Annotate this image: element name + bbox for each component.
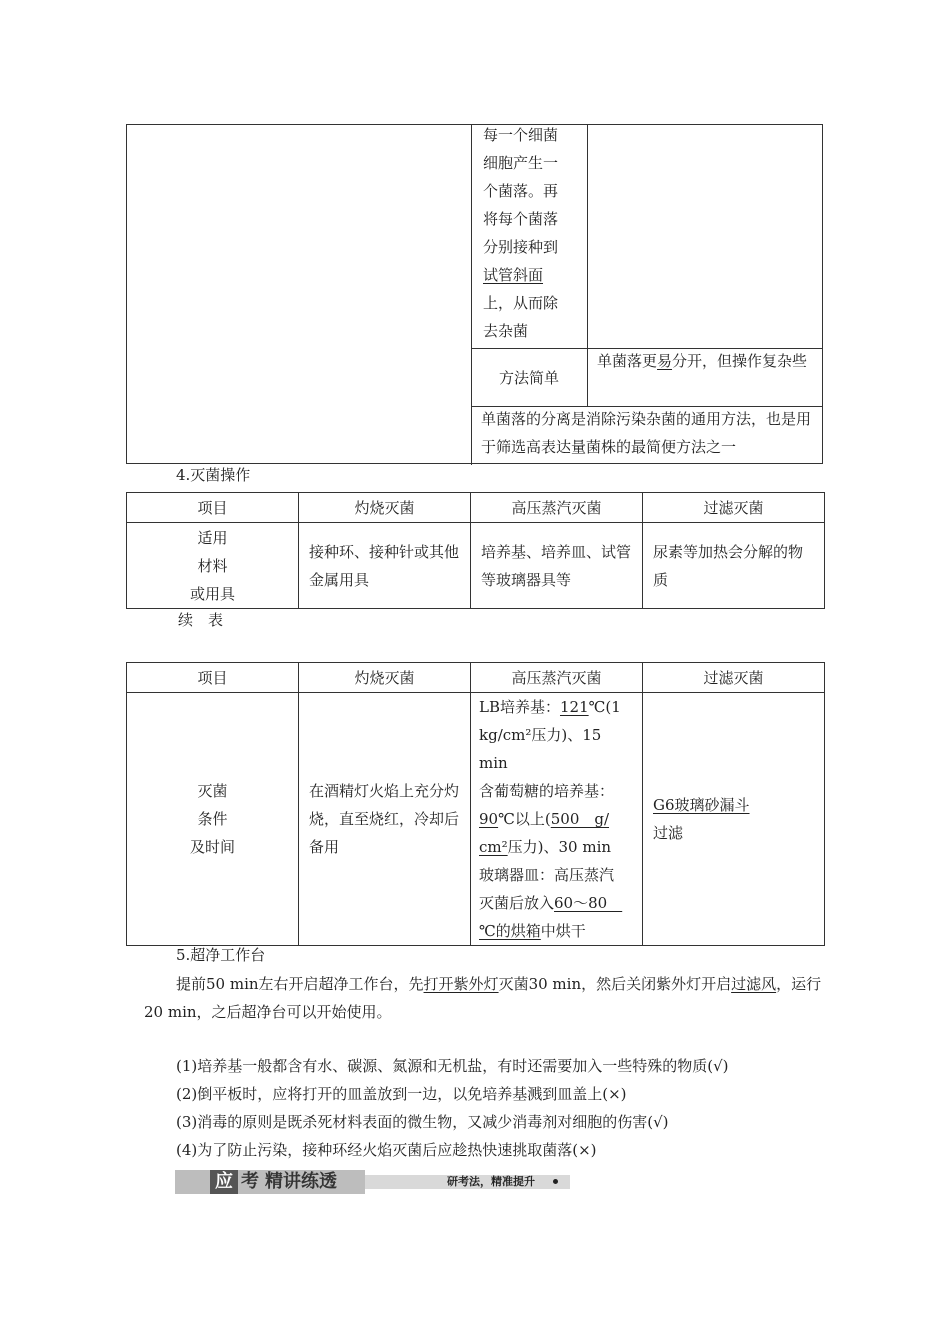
row-label-conditions: 灭菌 条件 及时间 — [127, 693, 299, 946]
sterilization-table-2 — [126, 662, 825, 946]
header-item: 项目 — [127, 663, 299, 693]
banner-subtitle: 研考法，精准提升 — [447, 1175, 535, 1188]
banner-title: 精讲练透 — [265, 1171, 337, 1192]
method-table — [126, 124, 823, 464]
section-4-title: 4.灭菌操作 — [176, 466, 251, 484]
section-5-title: 5.超净工作台 — [176, 946, 266, 964]
banner-dot — [553, 1179, 558, 1184]
method-note: 单菌落的分离是消除污染杂菌的通用方法，也是用于筛选高表达量菌株的最简便方法之一 — [481, 410, 812, 456]
filter-materials: 尿素等加热会分解的物质 — [643, 523, 825, 609]
table-divider — [471, 125, 472, 465]
method-description: 每一个细菌 细胞产生一 个菌落。再 将每个菌落 分别接种到 试管斜面 上，从而除 去杂菌 — [483, 126, 559, 340]
burn-materials: 接种环、接种针或其他金属用具 — [299, 523, 471, 609]
header-filter: 过滤灭菌 — [643, 493, 825, 523]
judgement-item: (4)为了防止污染，接种环经火焰灭菌后应趁热快速挑取菌落(×) — [176, 1141, 597, 1159]
judgement-item: (2)倒平板时，应将打开的皿盖放到一边，以免培养基溅到皿盖上(×) — [176, 1085, 627, 1103]
header-steam: 高压蒸汽灭菌 — [471, 663, 643, 693]
burn-conditions: 在酒精灯火焰上充分灼烧，直至烧红，冷却后备用 — [299, 693, 471, 946]
judgement-item: (1)培养基一般都含有水、碳源、氮源和无机盐，有时还需要加入一些特殊的物质(√) — [176, 1057, 729, 1075]
table-divider — [587, 125, 588, 407]
steam-materials: 培养基、培养皿、试管等玻璃器具等 — [471, 523, 643, 609]
banner-ying: 应 — [210, 1170, 238, 1194]
sterilization-table-1 — [126, 492, 825, 609]
method-simple-label: 方法简单 — [498, 369, 559, 387]
filter-conditions: G6玻璃砂漏斗 过滤 — [643, 693, 825, 946]
header-burn: 灼烧灭菌 — [299, 663, 471, 693]
continued-label: 续 表 — [178, 611, 224, 629]
header-item: 项目 — [127, 493, 299, 523]
row-label-materials: 适用 材料 或用具 — [127, 523, 299, 609]
section-5-paragraph: 提前50 min左右开启超净工作台，先打开紫外灯灭菌30 min，然后关闭紫外灯开启过滤风，运行20 min，之后超净台可以开始使用。 — [144, 975, 822, 1021]
banner-kao: 考 — [241, 1171, 259, 1192]
header-filter: 过滤灭菌 — [643, 663, 825, 693]
header-steam: 高压蒸汽灭菌 — [471, 493, 643, 523]
header-burn: 灼烧灭菌 — [299, 493, 471, 523]
method-simple-desc: 单菌落更易分开，但操作复杂些 — [597, 352, 808, 370]
section-banner — [175, 1170, 570, 1194]
judgement-list — [176, 1052, 836, 1164]
judgement-item: (3)消毒的原则是既杀死材料表面的微生物，又减少消毒剂对细胞的伤害(√) — [176, 1113, 669, 1131]
steam-conditions: LB培养基：121℃(1 kg/cm²压力)、15 min 含葡萄糖的培养基： 90℃以上(500 g/ cm²压力)、30 min 玻璃器皿：高压蒸汽 灭菌后放入60～80 ℃的烘箱中烘干 — [471, 693, 643, 946]
